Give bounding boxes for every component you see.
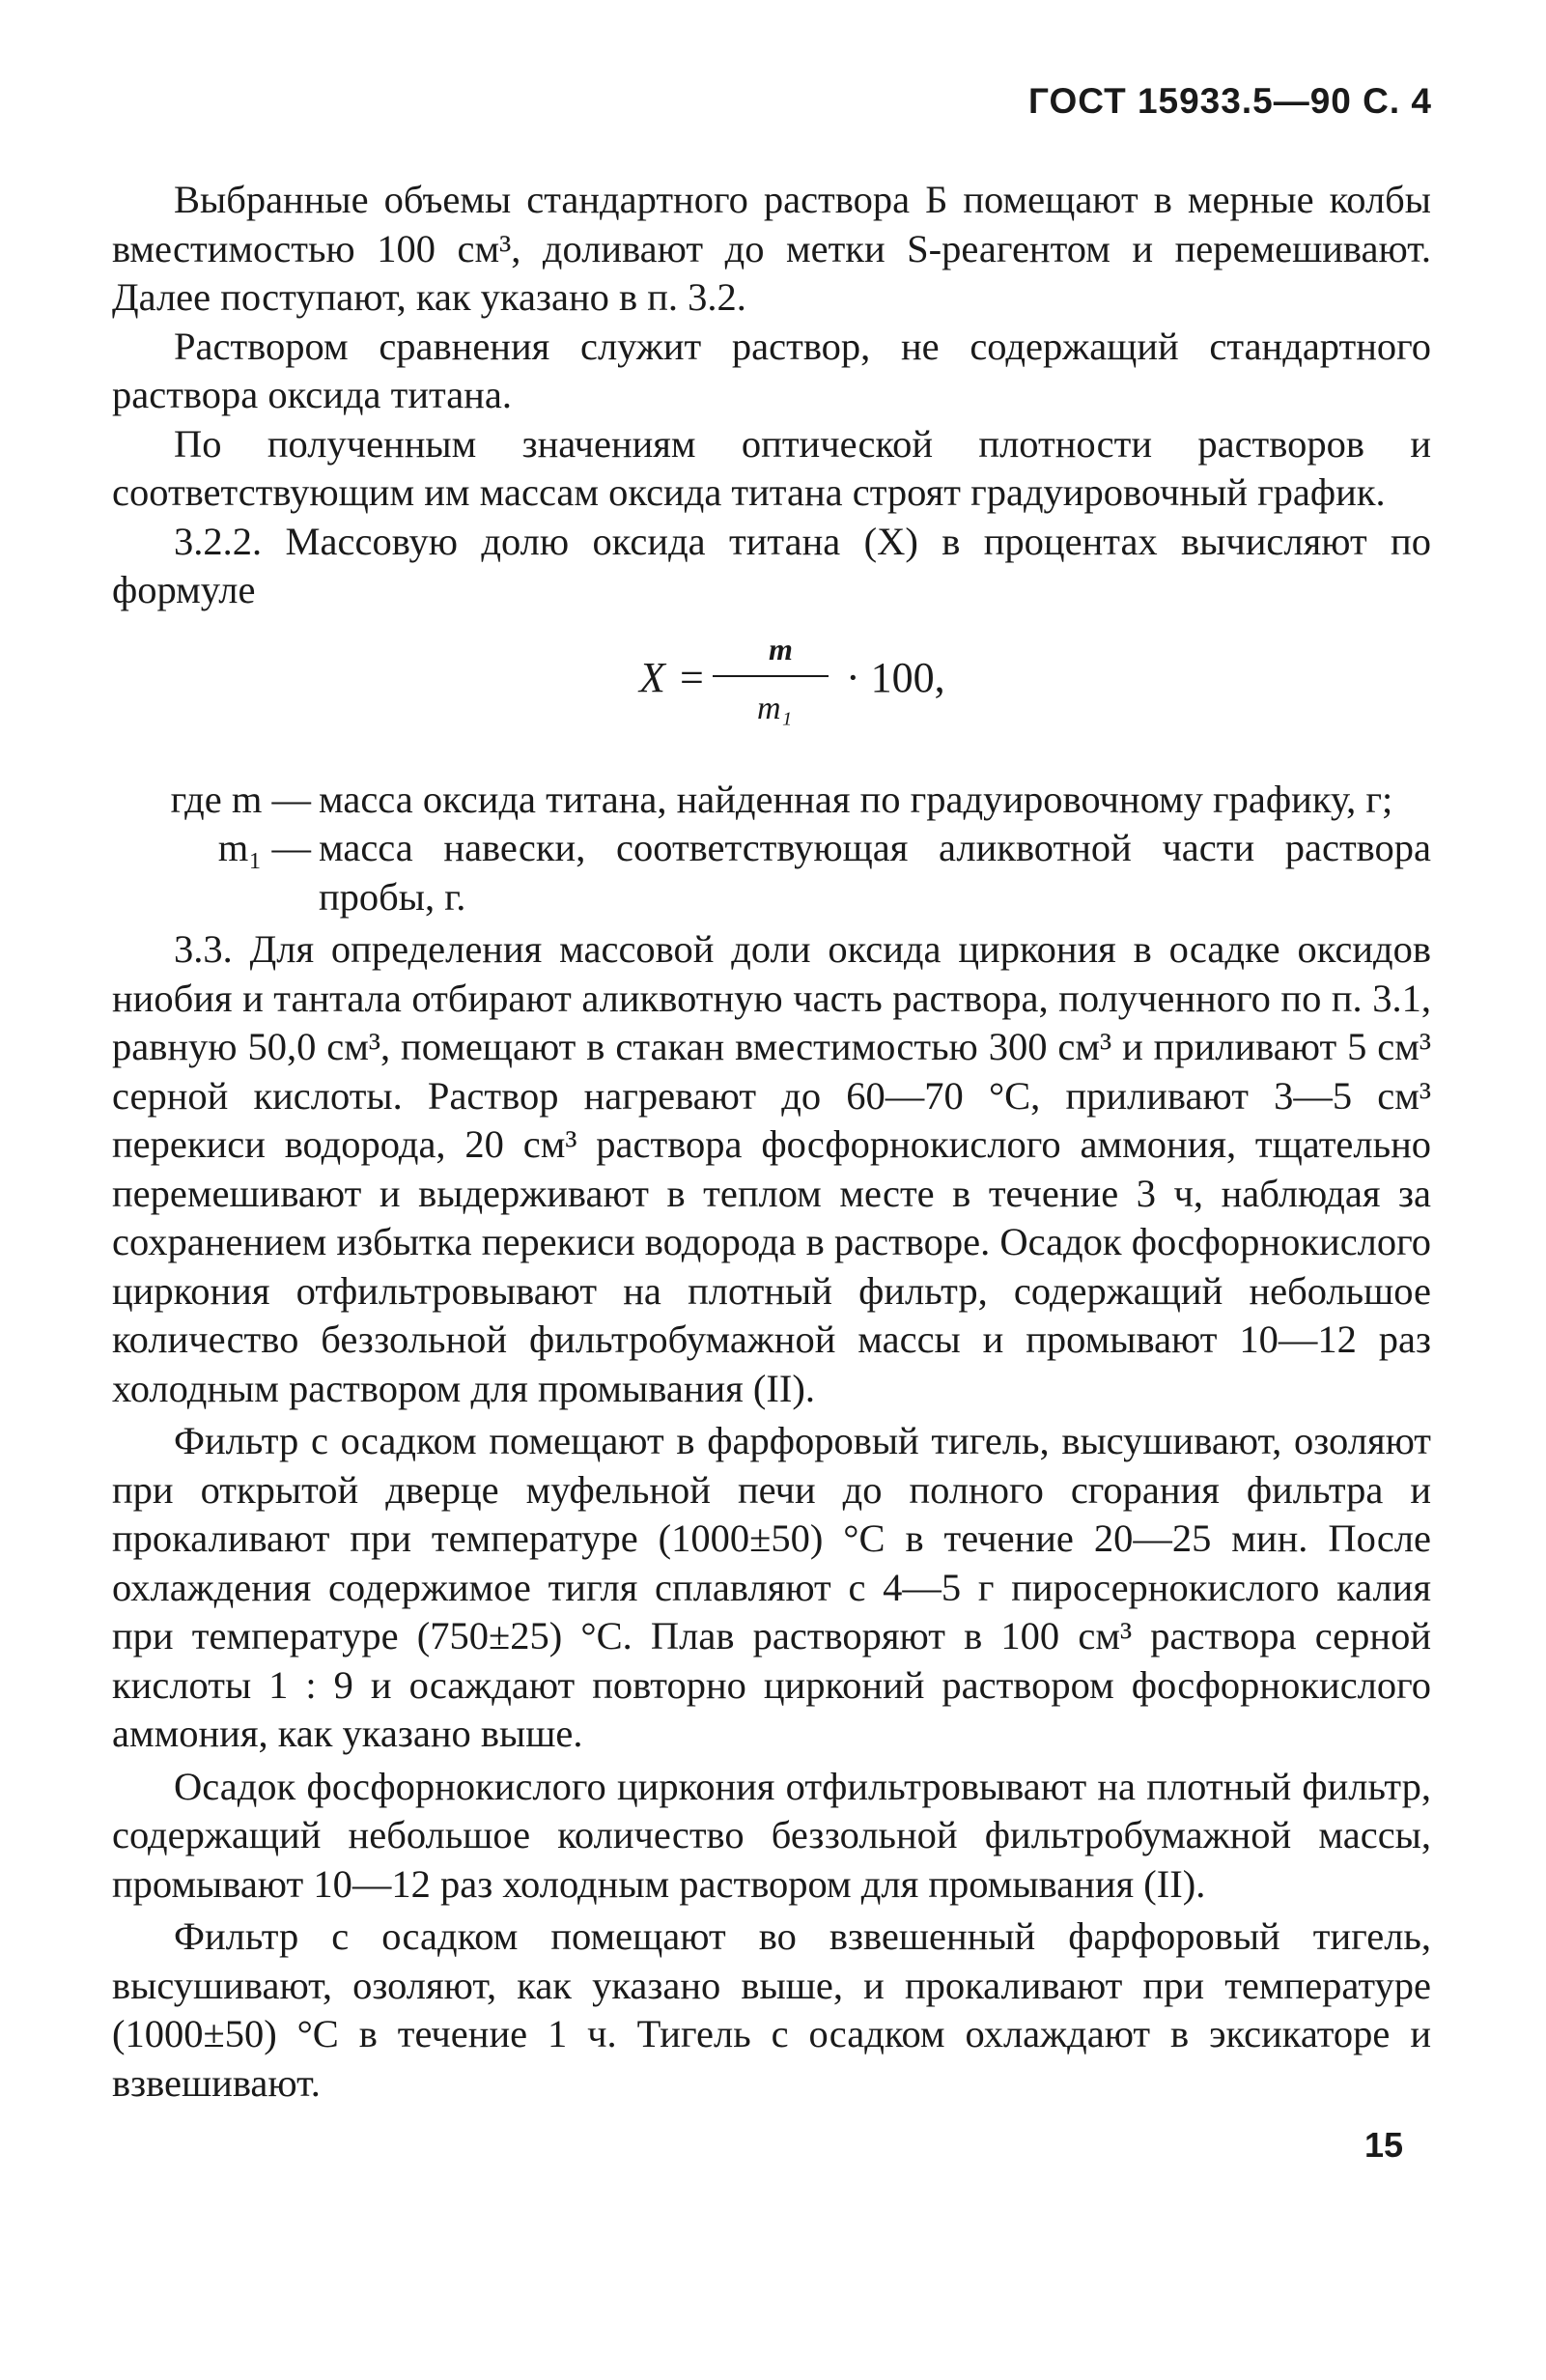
definition-text: масса навески, соответствующая аликвотной части раствора пробы, г.	[319, 826, 1431, 919]
document-body	[112, 176, 1431, 2108]
page-number: 15	[1363, 2125, 1403, 2165]
definition-label: где m —	[170, 777, 311, 821]
formula	[112, 625, 1431, 770]
formula-denominator: m₁	[757, 690, 793, 726]
paragraph: Раствором сравнения служит раствор, не содержащий стандартного раствора оксида титана.	[112, 324, 1431, 416]
definition-row	[112, 776, 1431, 825]
formula-multiplier: · 100,	[846, 653, 945, 701]
page-header: ГОСТ 15933.5—90 С. 4	[1028, 81, 1432, 121]
paragraph: Выбранные объемы стандартного раствора Б помещают в мерные колбы вместимостью 100 см³, доливают до метки S-реагентом и перемешивают. Далее поступают, как указано в п. 3.2.	[112, 178, 1431, 319]
variable-definitions	[112, 776, 1431, 922]
fraction-bar	[713, 675, 829, 677]
definition-row	[112, 824, 1431, 921]
formula-numerator: m	[769, 631, 793, 666]
paragraph: Фильтр с осадком помещают во взвешенный фарфоровый тигель, высушивают, озоляют, как указано выше, и прокаливают при температуре (1000±50) °С в течение 1 ч. Тигель с осадком охлаждают в эксикаторе и взвешивают.	[112, 1914, 1431, 2105]
definition-label: m₁ —	[217, 826, 311, 869]
paragraph: 3.3. Для определения массовой доли оксида циркония в осадке оксидов ниобия и тантала отбирают аликвотную часть раствора, полученного по п. 3.1, равную 50,0 см³, помещают в стакан вместимостью 300 см³ и приливают 5 см³ серной кислоты. Раствор нагревают до 60—70 °С, приливают 3—5 см³ перекиси водорода, 20 см³ раствора фосфорнокислого аммония, тщательно перемешивают и выдерживают в теплом месте в течение 3 ч, наблюдая за сохранением избытка перекиси водорода в растворе. Осадок фосфорнокислого циркония отфильтровывают на плотный фильтр, содержащий небольшое количество беззольной фильтробумажной массы и промывают 10—12 раз холодным раствором для промывания (II).	[112, 927, 1431, 1410]
paragraph: 3.2.2. Массовую долю оксида титана (X) в процентах вычисляют по формуле	[112, 519, 1431, 611]
paragraph: Фильтр с осадком помещают в фарфоровый тигель, высушивают, озоляют при открытой дверце муфельной печи до полного сгорания фильтра и прокаливают при температуре (1000±50) °С в течение 20—25 мин. После охлаждения содержимое тигля сплавляют с 4—5 г пиросернокислого калия при температуре (750±25) °С. Плав растворяют в 100 см³ раствора серной кислоты 1 : 9 и осаждают повторно цирконий раствором фосфорнокислого аммония, как указано выше.	[112, 1419, 1431, 1755]
formula-equals: =	[680, 653, 704, 701]
paragraph: Осадок фосфорнокислого циркония отфильтровывают на плотный фильтр, содержащий небольшое количество беззольной фильтробумажной массы, промывают 10—12 раз холодным раствором для промывания (II).	[112, 1764, 1431, 1906]
definition-text: масса оксида титана, найденная по градуировочному графику, г;	[319, 777, 1393, 821]
formula-lhs: X	[639, 653, 665, 701]
paragraph: По полученным значениям оптической плотности растворов и соответствующим им массам оксида титана строят градуировочный график.	[112, 421, 1431, 514]
